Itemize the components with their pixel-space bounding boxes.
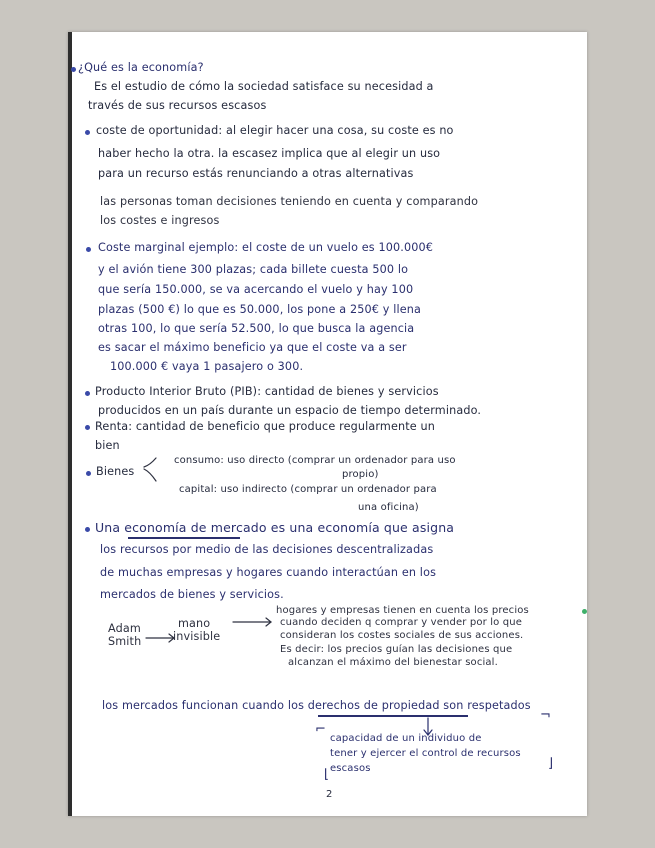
note-line: alcanzan el máximo del bienestar social. <box>288 657 498 668</box>
note-line: Coste marginal ejemplo: el coste de un vuelo es 100.000€ <box>98 241 434 254</box>
corner-mark: ¬ <box>540 708 551 723</box>
mano-invisible-label: mano <box>178 617 211 630</box>
note-line: y el avión tiene 300 plazas; cada billete cuesta 500 lo <box>98 263 409 276</box>
note-line: otras 100, lo que sería 52.500, lo que busca la agencia <box>98 322 415 335</box>
note-line: hogares y empresas tienen en cuenta los precios <box>276 605 529 616</box>
corner-mark: ⌐ <box>315 722 326 737</box>
note-line: los mercados funcionan cuando los derechos de propiedad son respetados <box>102 699 531 712</box>
adam-smith-label: Adam <box>108 622 141 635</box>
note-line: las personas toman decisiones teniendo en cuenta y comparando <box>100 195 479 208</box>
note-line: una oficina) <box>358 502 419 513</box>
note-line: plazas (500 €) lo que es 50.000, los pone a 250€ y llena <box>98 303 422 316</box>
note-line: bien <box>95 439 120 452</box>
note-line: los recursos por medio de las decisiones descentralizadas <box>100 543 434 556</box>
note-line: cuando deciden q comprar y vender por lo que <box>280 617 523 628</box>
note-line: los costes e ingresos <box>100 214 220 227</box>
note-line: 100.000 € vaya 1 pasajero o 300. <box>110 360 304 373</box>
note-line: escasos <box>330 763 371 774</box>
note-line: que sería 150.000, se va acercando el vuelo y hay 100 <box>98 283 414 296</box>
note-line: de muchas empresas y hogares cuando interactúan en los <box>100 566 437 579</box>
notebook-page <box>68 32 587 816</box>
note-label: Bienes <box>96 465 135 478</box>
note-line: capital: uso indirecto (comprar un ordenador para <box>179 484 437 495</box>
corner-mark: ⌊ <box>324 767 330 782</box>
note-line: producidos en un país durante un espacio de tiempo determinado. <box>98 404 482 417</box>
hand-drawn-arrows <box>68 32 587 816</box>
section-heading: Una economía de mercado es una economía que asigna <box>95 520 455 535</box>
note-line: capacidad de un individuo de <box>330 733 482 744</box>
note-line: es sacar el máximo beneficio ya que el coste va a ser <box>98 341 407 354</box>
note-line: través de sus recursos escasos <box>88 99 267 112</box>
note-line: Es decir: los precios guían las decisiones que <box>280 644 513 655</box>
note-line: para un recurso estás renunciando a otras alternativas <box>98 167 414 180</box>
section-title: ¿Qué es la economía? <box>78 61 204 74</box>
adam-smith-label: Smith <box>108 635 142 648</box>
green-dot-marker <box>582 609 587 614</box>
note-line: tener y ejercer el control de recursos <box>330 748 521 759</box>
note-line: propio) <box>342 469 379 480</box>
note-line: mercados de bienes y servicios. <box>100 588 284 601</box>
note-line: haber hecho la otra. la escasez implica que al elegir un uso <box>98 147 441 160</box>
note-line: consumo: uso directo (comprar un ordenador para uso <box>174 455 456 466</box>
mano-invisible-label: invisible <box>173 630 221 643</box>
page-number: 2 <box>326 789 333 800</box>
corner-mark: ⌋ <box>548 756 554 771</box>
note-line: consideran los costes sociales de sus acciones. <box>280 630 524 641</box>
note-line: Renta: cantidad de beneficio que produce regularmente un <box>95 420 436 433</box>
note-line: Producto Interior Bruto (PIB): cantidad de bienes y servicios <box>95 385 439 398</box>
note-line: Es el estudio de cómo la sociedad satisface su necesidad a <box>94 80 434 93</box>
note-line: coste de oportunidad: al elegir hacer una cosa, su coste es no <box>96 124 454 137</box>
